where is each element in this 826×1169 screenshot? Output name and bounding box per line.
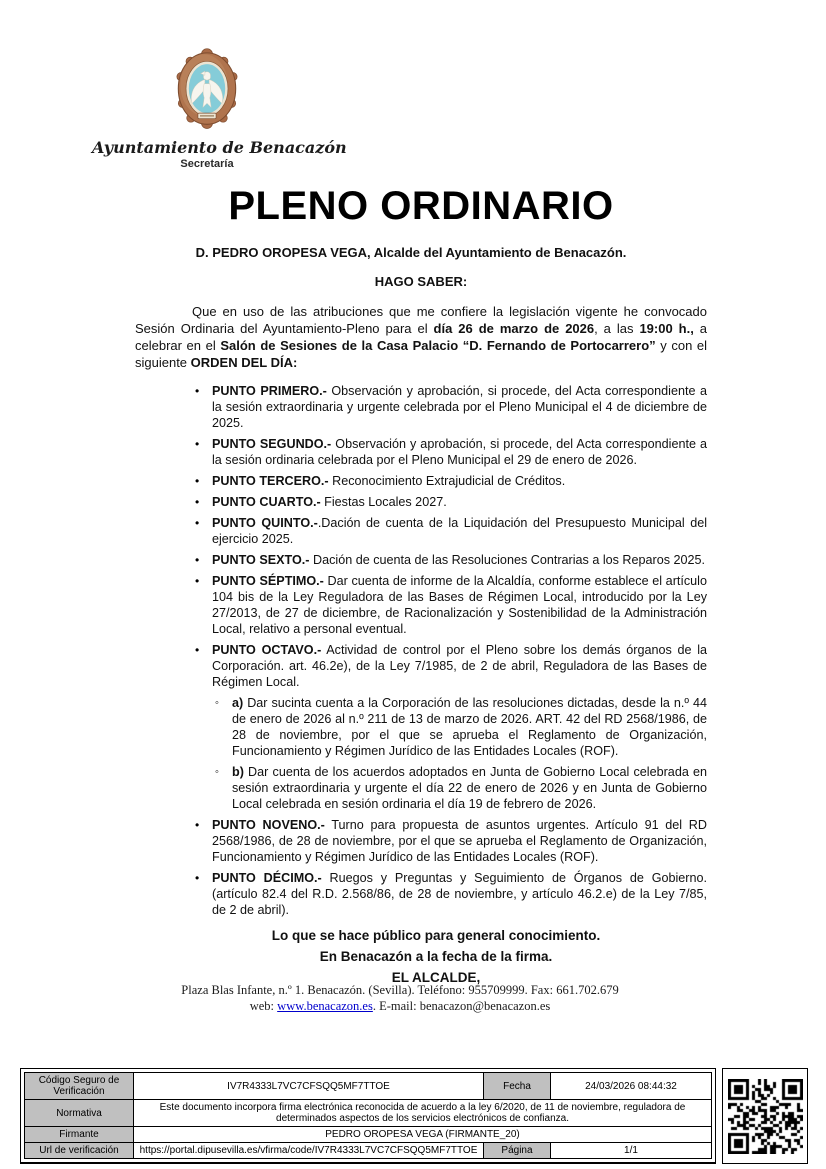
table-row — [25, 1127, 712, 1143]
agenda-item-text: Dación de cuenta de las Resoluciones Contrarias a los Reparos 2025. — [309, 553, 706, 567]
website-link[interactable]: www.benacazon.es — [277, 999, 373, 1013]
pagina-value-cell: 1/1 — [551, 1143, 712, 1159]
bullet-icon: • — [195, 384, 200, 398]
agenda-item-label: PUNTO OCTAVO.- — [212, 643, 322, 657]
bullet-icon: • — [195, 474, 200, 488]
verification-table-box — [20, 1068, 716, 1164]
agenda-item-label: PUNTO NOVENO.- — [212, 818, 325, 832]
agenda-item-text: Dar cuenta de informe de la Alcaldía, conforme establece el artículo 104 bis de la Ley Reguladora de las Bases de Régimen Local, introducido por la Ley 27/2013, de 27 de diciembre, de Racionalización y Sostenibilidad de la Administración Local, relativo a personal eventual. — [212, 574, 707, 636]
bullet-icon: • — [195, 437, 200, 451]
agenda-item-label: PUNTO SÉPTIMO.- — [212, 574, 324, 588]
normativa-value-cell: Este documento incorpora firma electrónica reconocida de acuerdo a la ley 6/2020, de 11 de noviembre, reguladora de determinados aspectos de los servicios electrónicos de confianza. — [134, 1100, 712, 1127]
table-row — [25, 1100, 712, 1127]
agenda-item — [135, 436, 707, 468]
signature-verification-block — [20, 1068, 808, 1164]
firmante-label-cell: Firmante — [25, 1127, 134, 1143]
agenda-item-text: Ruegos y Preguntas y Seguimiento de Órganos de Gobierno. (artículo 82.4 del R.D. 2.568/86, de 28 de noviembre, y artículo 46.2.e) de la Ley 7/85, de 2 de abril). — [212, 871, 707, 917]
agenda-item-label: PUNTO CUARTO.- — [212, 495, 321, 509]
intro-paragraph — [135, 303, 707, 371]
intro-place: Salón de Sesiones de la Casa Palacio “D. Fernando de Portocarrero” — [220, 338, 656, 353]
intro-orden-del-dia: ORDEN DEL DÍA: — [190, 355, 298, 370]
bullet-icon: • — [195, 516, 200, 530]
web-prefix: web: — [249, 999, 278, 1013]
agenda-list — [135, 383, 707, 918]
agenda-item — [135, 383, 707, 431]
bullet-icon: • — [195, 643, 200, 657]
bullet-icon: • — [195, 818, 200, 832]
closing-block — [165, 925, 707, 988]
agenda-item-text: Actividad de control por el Pleno sobre los demás órganos de la Corporación. art. 46.2e), de la Ley 7/1985, de 2 de abril, Reguladora de las Bases de Régimen Local. — [212, 643, 707, 689]
sub-bullet-icon: ◦ — [215, 766, 219, 778]
agenda-item — [135, 573, 707, 637]
agenda-item-label: PUNTO QUINTO.- — [212, 516, 318, 530]
firmante-value-cell: PEDRO OROPESA VEGA (FIRMANTE_20) — [134, 1127, 712, 1143]
hago-saber-line: HAGO SABER: — [374, 274, 468, 289]
intro-text: y con el siguiente — [135, 338, 708, 370]
agenda-item — [135, 870, 707, 918]
agenda-item — [135, 515, 707, 547]
sub-bullet-icon: ◦ — [215, 697, 219, 709]
table-row — [25, 1073, 712, 1100]
agenda-item — [135, 817, 707, 865]
url-value-cell: https://portal.dipusevilla.es/vfirma/code/IV7R4333L7VC7CFSQQ5MF7TTOE — [134, 1143, 484, 1159]
bullet-icon: • — [195, 553, 200, 567]
fecha-value-cell: 24/03/2026 08:44:32 — [551, 1073, 712, 1100]
bullet-icon: • — [195, 495, 200, 509]
verification-table — [24, 1072, 712, 1159]
page-title: PLENO ORDINARIO — [228, 184, 614, 228]
agenda-sublist — [212, 695, 707, 812]
intro-text: a celebrar en el — [135, 321, 707, 353]
closing-line-place: En Benacazón a la fecha de la firma. — [319, 949, 553, 964]
agenda-item — [135, 642, 707, 812]
agenda-item-text: Turno para propuesta de asuntos urgentes. Artículo 91 del RD 2568/1986, de 28 de noviembre, por el que se aprueba el Reglamento de Organización, Funcionamiento y Régimen Jurídico de las Entidades Locales (ROF). — [212, 818, 708, 864]
table-row — [25, 1143, 712, 1159]
agenda-item-label: PUNTO PRIMERO.- — [212, 384, 327, 398]
organization-name: Ayuntamiento de Benacazón — [92, 138, 347, 157]
department-name: Secretaría — [180, 158, 234, 170]
mayor-line: D. PEDRO OROPESA VEGA, Alcalde del Ayuntamiento de Benacazón. — [195, 245, 627, 260]
agenda-subitem-text: Dar cuenta de los acuerdos adoptados en Junta de Gobierno Local celebrada en sesión extraordinaria y urgente el día 22 de enero de 2026 y en Junta de Gobierno Local celebrada en sesión ordinaria el día 19 de febrero de 2026. — [232, 765, 707, 811]
agenda-item-label: PUNTO DÉCIMO.- — [212, 871, 322, 885]
agenda-item — [135, 473, 707, 489]
agenda-subitem-label: b) — [232, 765, 244, 779]
intro-date: día 26 de marzo de 2026 — [433, 321, 595, 336]
csv-value-cell: IV7R4333L7VC7CFSQQ5MF7TTOE — [134, 1073, 484, 1100]
agenda-item — [135, 494, 707, 510]
agenda-subitem-text: Dar sucinta cuenta a la Corporación de las resoluciones dictadas, desde la n.º 44 de enero de 2026 al n.º 211 de 13 de marzo de 2026. ART. 42 del RD 2568/1986, de 28 de noviembre, por el que se aprueba el Reglamento de Organización, Funcionamiento y Régimen Jurídico de las Entidades Locales (ROF). — [232, 696, 707, 758]
qr-code-icon — [728, 1079, 803, 1154]
intro-text: Que en uso de las atribuciones que me confiere la legislación vigente he convocado Sesión Ordinaria del Ayuntamiento-Pleno para el — [135, 304, 707, 336]
fecha-label-cell: Fecha — [484, 1073, 551, 1100]
closing-line-public: Lo que se hace público para general conocimiento. — [271, 928, 601, 943]
intro-text: , a las — [594, 321, 640, 336]
bullet-icon: • — [195, 574, 200, 588]
agenda-item-text: Observación y aprobación, si procede, del Acta correspondiente a la sesión extraordinaria y urgente celebrada por el Pleno Municipal el 4 de diciembre de 2025. — [212, 384, 707, 430]
closing-line-alcalde: EL ALCALDE, — [391, 970, 481, 985]
agenda-item-label: PUNTO SEGUNDO.- — [212, 437, 332, 451]
qr-code-box — [722, 1068, 808, 1164]
agenda-item-text: .Dación de cuenta de la Liquidación del Presupuesto Municipal del ejercicio 2025. — [212, 516, 707, 546]
coat-of-arms-icon — [172, 45, 242, 135]
csv-label-cell: Código Seguro de Verificación — [25, 1073, 134, 1100]
agenda-item — [135, 552, 707, 568]
bullet-icon: • — [195, 871, 200, 885]
normativa-label-cell: Normativa — [25, 1100, 134, 1127]
email-suffix: . E-mail: benacazon@benacazon.es — [372, 999, 551, 1013]
contact-footer — [75, 982, 725, 1014]
agenda-item-label: PUNTO TERCERO.- — [212, 474, 329, 488]
contact-web-line — [75, 998, 725, 1014]
org-header — [92, 45, 347, 170]
url-label-cell: Url de verificación — [25, 1143, 134, 1159]
agenda-subitem — [212, 695, 707, 759]
agenda-item-text: Fiestas Locales 2027. — [320, 495, 447, 509]
agenda-item-text: Reconocimiento Extrajudicial de Créditos. — [328, 474, 566, 488]
agenda-item-text: Observación y aprobación, si procede, del Acta correspondiente a la sesión ordinaria celebrada por el Pleno Municipal el 29 de enero de 2026. — [212, 437, 707, 467]
document-body — [135, 184, 707, 988]
agenda-item-label: PUNTO SEXTO.- — [212, 553, 310, 567]
contact-address-line: Plaza Blas Infante, n.º 1. Benacazón. (Sevilla). Teléfono: 955709999. Fax: 661.702.679 — [181, 983, 619, 997]
agenda-subitem — [212, 764, 707, 812]
intro-time: 19:00 h., — [639, 321, 694, 336]
agenda-subitem-label: a) — [232, 696, 244, 710]
pagina-label-cell: Página — [484, 1143, 551, 1159]
